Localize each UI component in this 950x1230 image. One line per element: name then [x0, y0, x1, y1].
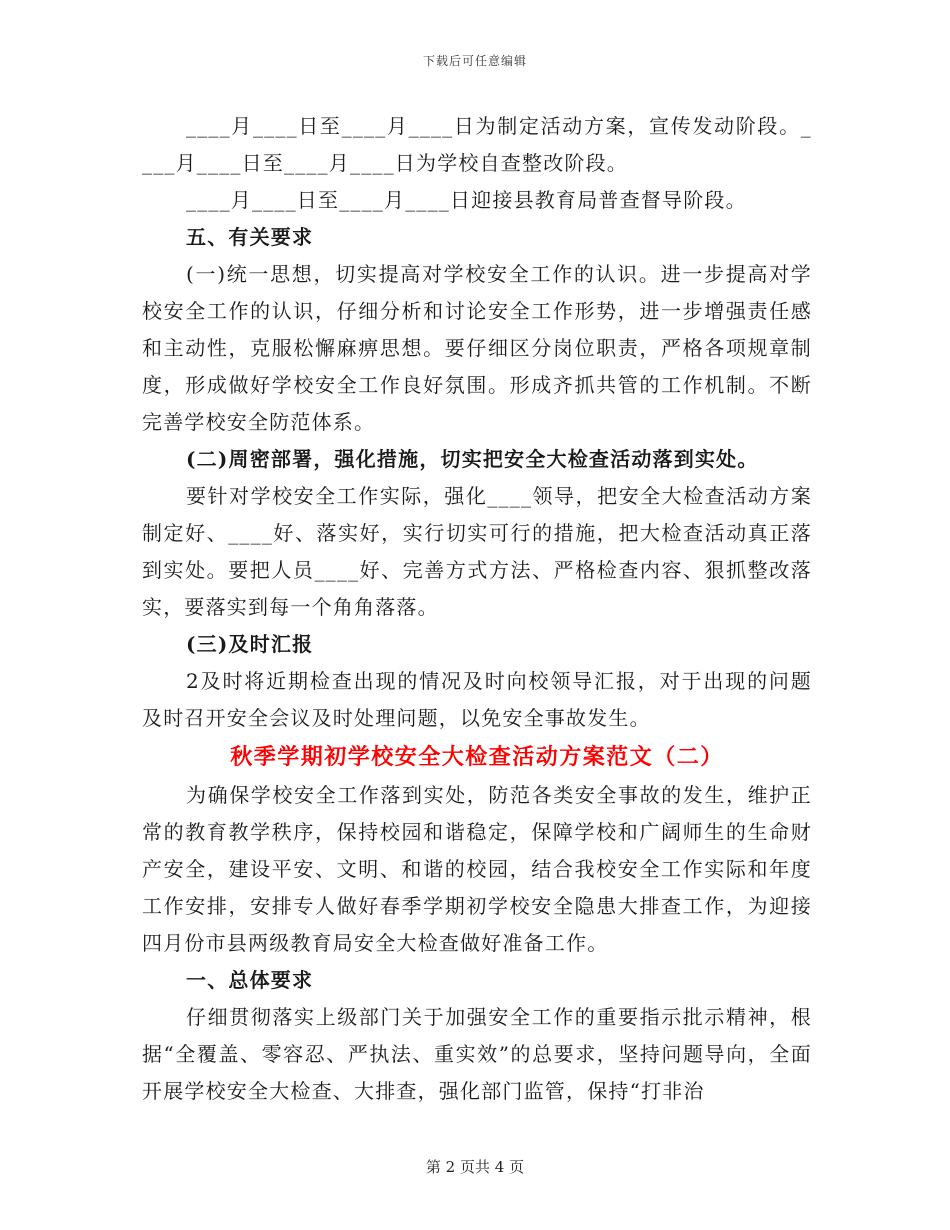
paragraph-requirement-2: 要针对学校安全工作实际，强化____领导，把安全大检查活动方案制定好、____好、落实好，实行切实可行的措施，把大检查活动真正落到实处。要把人员____好、完善方式方法、严格检查内容、狠抓整改落实，要落实到每一个角角落落。 — [142, 484, 812, 619]
paragraph-schedule-2: ____月____日至____月____日迎接县教育局普查督导阶段。 — [186, 188, 747, 212]
page-footer: 第 2 页共 4 页 — [425, 1158, 525, 1176]
paragraph-intro: 为确保学校安全工作落到实处，防范各类安全事故的发生，维护正常的教育教学秩序，保持校园和谐稳定，保障学校和广阔师生的生命财产安全，建设平安、文明、和谐的校园，结合我校安全工作实际和年度工作安排，安排专人做好春季学期初学校安全隐患大排查工作，为迎接四月份市县两级教育局安全大检查做好准备工作。 — [142, 783, 812, 955]
section-heading-requirements: 五、有关要求 — [186, 225, 314, 249]
paragraph-overall: 仔细贯彻落实上级部门关于加强安全工作的重要指示批示精神，根据“全覆盖、零容忍、严执法、重实效”的总要求，坚持问题导向，全面开展学校安全大检查、大排查，强化部门监管，保持“打非治 — [142, 1005, 812, 1103]
paragraph-schedule-1: ____月____日至____月____日为制定活动方案，宣传发动阶段。_ ___月____日至____月____日为学校自查整改阶段。 — [142, 114, 820, 175]
paragraph-requirement-3: 2及时将近期检查出现的情况及时向校领导汇报，对于出现的问题及时召开安全会议及时处理问题，以免安全事故发生。 — [142, 669, 812, 730]
document-title-2: 秋季学期初学校安全大检查活动方案范文（二） — [230, 744, 724, 770]
page-header: 下载后可任意编辑 — [422, 54, 527, 68]
document-body — [142, 108, 820, 1110]
subheading-requirement-3: (三)及时汇报 — [186, 632, 314, 656]
paragraph-requirement-1: (一)统一思想，切实提高对学校安全工作的认识。进一步提高对学校安全工作的认识，仔细分析和讨论安全工作形势，进一步增强责任感和主动性，克服松懈麻痹思想。要仔细区分岗位职责，严格各项规章制度，形成做好学校安全工作良好氛围。形成齐抓共管的工作机制。不断完善学校安全防范体系。 — [142, 262, 812, 434]
section-heading-overall: 一、总体要求 — [186, 968, 314, 992]
subheading-requirement-2: (二)周密部署，强化措施，切实把安全大检查活动落到实处。 — [186, 447, 759, 471]
